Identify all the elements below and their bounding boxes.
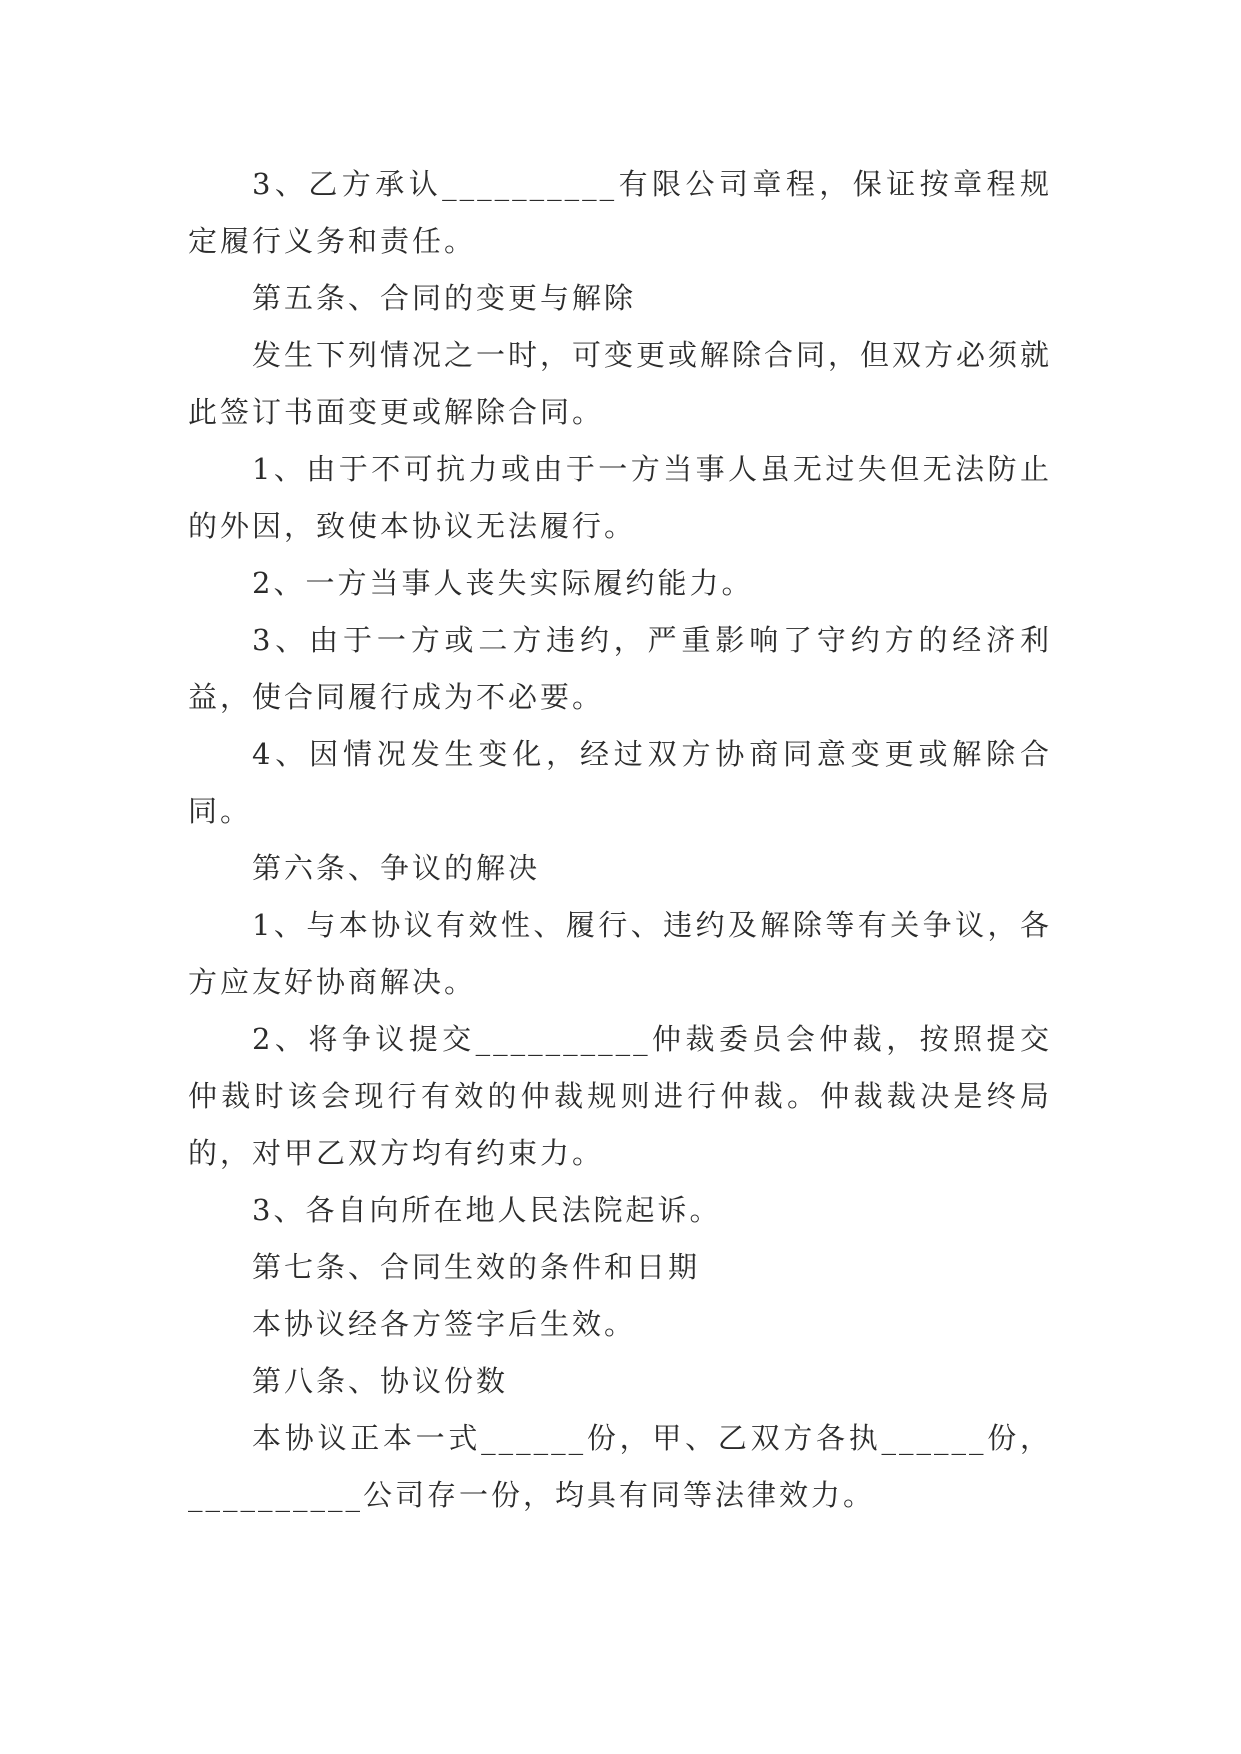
paragraph-negotiation: 1、与本协议有效性、履行、违约及解除等有关争议，各方应友好协商解决。	[188, 908, 1052, 999]
paragraph-change-conditions: 发生下列情况之一时，可变更或解除合同，但双方必须就此签订书面变更或解除合同。	[188, 338, 1053, 429]
heading-article-8: 第八条、协议份数	[252, 1364, 509, 1398]
paragraph-force-majeure: 1、由于不可抗力或由于一方当事人虽无过失但无法防止的外因，致使本协议无法履行。	[188, 452, 1052, 543]
heading-article-7: 第七条、合同生效的条件和日期	[252, 1250, 701, 1284]
paragraph-copies: 本协议正本一式______份，甲、乙双方各执______份，__________公司存一份，均具有同等法律效力。	[188, 1421, 1052, 1512]
paragraph-incapacity: 2、一方当事人丧失实际履约能力。	[252, 566, 754, 600]
heading-article-5: 第五条、合同的变更与解除	[252, 281, 637, 315]
paragraph-shareholder-acknowledgement: 3、乙方承认__________有限公司章程，保证按章程规定履行义务和责任。	[188, 167, 1052, 258]
document-body	[188, 156, 1052, 1524]
paragraph-arbitration: 2、将争议提交__________仲裁委员会仲裁，按照提交仲裁时该会现行有效的仲裁规则进行仲裁。仲裁裁决是终局的，对甲乙双方均有约束力。	[188, 1022, 1052, 1170]
paragraph-mutual-agreement: 4、因情况发生变化，经过双方协商同意变更或解除合同。	[188, 737, 1052, 828]
paragraph-breach: 3、由于一方或二方违约，严重影响了守约方的经济利益，使合同履行成为不必要。	[188, 623, 1052, 714]
paragraph-litigation: 3、各自向所在地人民法院起诉。	[252, 1193, 722, 1227]
heading-article-6: 第六条、争议的解决	[252, 851, 541, 885]
paragraph-effective-date: 本协议经各方签字后生效。	[252, 1307, 637, 1341]
